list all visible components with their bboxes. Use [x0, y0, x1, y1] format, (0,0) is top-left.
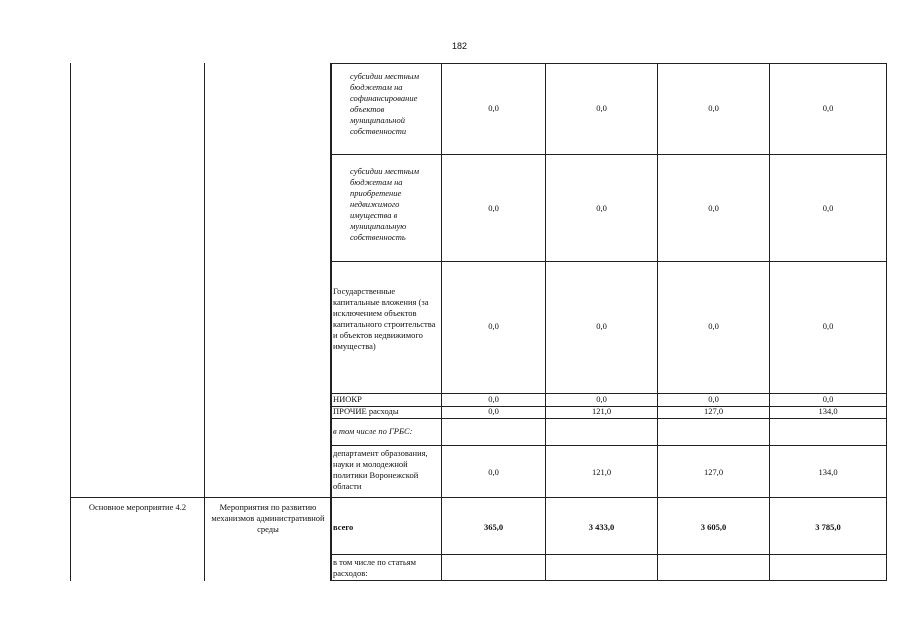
table-border [330, 261, 887, 262]
row-value: 134,0 [818, 467, 838, 477]
row-value: 0,0 [708, 103, 719, 113]
row-label: всего [333, 522, 354, 532]
row-value: 3 785,0 [815, 522, 841, 532]
row-label: департамент образования, науки и молодежной политики Воронежской области [333, 448, 428, 491]
table-border [330, 418, 887, 419]
row-value: 0,0 [822, 321, 834, 331]
event-status: Основное мероприятие 4.2 [88, 502, 187, 512]
row-value: 0,0 [488, 203, 499, 213]
row-value: 3 433,0 [588, 522, 615, 532]
row-value: 0,0 [488, 394, 499, 404]
row-value: 0,0 [488, 103, 499, 113]
table-border [330, 554, 887, 555]
row-label: Государственные капитальные вложения (за исключением объектов капитального строительства и объектов недвижимого имущества) [333, 286, 436, 351]
row-label: субсидии местным бюджетам на софинансирование объектов муниципальной собственности [350, 71, 419, 136]
row-value: 0,0 [708, 321, 719, 331]
table-border [330, 497, 887, 498]
row-label: ПРОЧИЕ расходы [333, 406, 399, 416]
row-label: в том числе по статьям расходов: [333, 557, 417, 578]
row-value: 0,0 [596, 203, 607, 213]
row-label: НИОКР [333, 394, 362, 404]
row-label: субсидии местным бюджетам на приобретение недвижимого имущества в муниципальную собственность [350, 166, 419, 242]
row-value: 0,0 [488, 321, 499, 331]
row-label: в том числе по ГРБС: [333, 426, 413, 436]
table-border [886, 63, 887, 581]
table-border [330, 580, 887, 581]
row-value: 0,0 [822, 394, 834, 404]
row-value: 0,0 [708, 203, 719, 213]
row-value: 134,0 [818, 406, 838, 416]
row-value: 127,0 [703, 467, 724, 477]
table-border [330, 154, 887, 155]
row-value: 121,0 [591, 406, 612, 416]
table-border [330, 63, 887, 64]
table-border [204, 63, 205, 581]
row-value: 365,0 [483, 522, 504, 532]
event-name: Мероприятия по развитию механизмов административной среды [211, 502, 325, 534]
page-number: 182 [452, 41, 468, 51]
row-value: 0,0 [596, 321, 607, 331]
table-border [330, 63, 332, 581]
table-border [70, 497, 331, 498]
row-value: 121,0 [591, 467, 612, 477]
row-value: 0,0 [488, 406, 499, 416]
row-value: 0,0 [822, 103, 834, 113]
table-border [330, 445, 887, 446]
row-value: 0,0 [596, 394, 607, 404]
row-value: 0,0 [708, 394, 719, 404]
row-value: 0,0 [596, 103, 607, 113]
row-value: 0,0 [822, 203, 834, 213]
row-value: 3 605,0 [700, 522, 727, 532]
row-value: 0,0 [488, 467, 499, 477]
row-value: 127,0 [703, 406, 724, 416]
